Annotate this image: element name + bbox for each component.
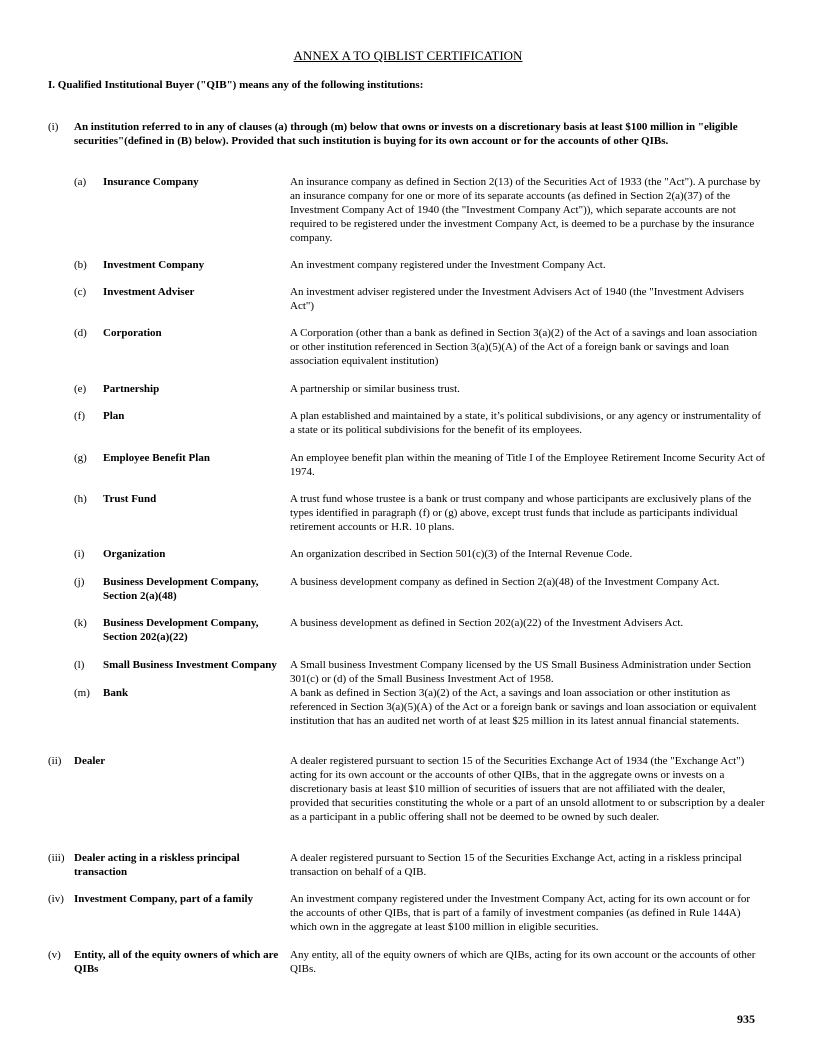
category-number: (ii) (48, 755, 62, 767)
page-title: ANNEX A TO QIBLIST CERTIFICATION (293, 48, 523, 63)
item-i-number: (i) (48, 121, 59, 133)
clause-definition: A bank as defined in Section 3(a)(2) of the Act, a savings and loan association or other institution as referenced in Section 3(a)(5)(A) of the Act or a foreign bank or savings and loan association or equivalent institution that has an audited net worth of at least $25 million in its latest annual financial statements. (290, 687, 757, 727)
clause-label: (d) (74, 327, 87, 339)
clause-label: (a) (74, 176, 87, 188)
category-term: Dealer (74, 755, 106, 767)
clause-definition: A Corporation (other than a bank as defined in Section 3(a)(2) of the Act of a savings and loan association or other institution referenced in Section 3(a)(5)(A) of the Act of a foreign bank or savings and loan association equivalent institution) (290, 327, 758, 367)
clause-label: (m) (74, 687, 90, 699)
clause-definition: An investment adviser registered under the Investment Advisers Act of 1940 (the "Investment Advisers Act") (290, 286, 744, 312)
clause-definition: An investment company registered under the Investment Company Act. (290, 259, 606, 271)
clause-label: (b) (74, 259, 87, 271)
clause-definition: A business development company as defined in Section 2(a)(48) of the Investment Company Act. (290, 576, 720, 588)
clause-term: Investment Adviser (103, 286, 195, 298)
clause-term: Plan (103, 410, 125, 422)
clause-term: Business Development Company, Section 2(a)(48) (103, 576, 259, 602)
clause-definition: An employee benefit plan within the meaning of Title I of the Employee Retirement Income Security Act of 1974. (290, 452, 766, 478)
clause-label: (l) (74, 659, 85, 671)
clause-term: Trust Fund (103, 493, 157, 505)
clause-term: Corporation (103, 327, 162, 339)
clause-term: Organization (103, 548, 166, 560)
category-definition: Any entity, all of the equity owners of which are QIBs, acting for its own account or the accounts of other QIBs. (290, 949, 756, 975)
clause-label: (c) (74, 286, 87, 298)
clause-definition: A partnership or similar business trust. (290, 383, 460, 395)
category-term: Entity, all of the equity owners of which are QIBs (74, 949, 279, 975)
clause-definition: A Small business Investment Company licensed by the US Small Business Administration under Section 301(c) or (d) of the Small Business Investment Act of 1958. (290, 659, 752, 685)
clause-label: (i) (74, 548, 85, 560)
category-term: Investment Company, part of a family (74, 893, 254, 905)
category-number: (iii) (48, 852, 65, 864)
clause-term: Insurance Company (103, 176, 199, 188)
clause-term: Business Development Company, Section 202(a)(22) (103, 617, 259, 643)
page-number: 935 (737, 1012, 755, 1026)
category-definition: A dealer registered pursuant to section 15 of the Securities Exchange Act of 1934 (the "Exchange Act") acting for its own account or the accounts of other QIBs, that in the aggregate owns or invests on a discretionary basis at least $10 million of securities of issuers that are not affiliated with the dealer, provided that securities constituting the whole or a part of an unsold allotment to or subscription by a dealer as a participant in a public offering shall not be deemed to be owned by such dealer. (290, 755, 765, 823)
category-definition: An investment company registered under the Investment Company Act, acting for its own account or for the accounts of other QIBs, that is part of a family of investment companies (as defined in Rule 144A) which own in the aggregate at least $100 million in eligible securities. (290, 893, 751, 933)
clause-term: Partnership (103, 383, 160, 395)
clause-label: (e) (74, 383, 87, 395)
clause-term: Bank (103, 687, 129, 699)
category-number: (iv) (48, 893, 64, 905)
clause-term: Investment Company (103, 259, 205, 271)
category-definition: A dealer registered pursuant to Section 15 of the Securities Exchange Act, acting in a riskless principal transaction on behalf of a QIB. (290, 852, 742, 878)
clause-label: (f) (74, 410, 85, 422)
clause-term: Employee Benefit Plan (103, 452, 210, 464)
clause-definition: A plan established and maintained by a state, it’s political subdivisions, or any agency or instrumentality of a state or its political subdivisions for the benefit of its employees. (290, 410, 762, 436)
clause-label: (k) (74, 617, 87, 629)
section-heading: I. Qualified Institutional Buyer ("QIB") means any of the following institutions: (48, 79, 424, 91)
clause-term: Small Business Investment Company (103, 659, 277, 671)
category-term: Dealer acting in a riskless principal transaction (74, 852, 240, 878)
clause-definition: A trust fund whose trustee is a bank or trust company and whose participants are exclusively plans of the types identified in paragraph (f) or (g) above, except trust funds that include as participants individual retirement accounts or H.R. 10 plans. (290, 493, 752, 533)
clause-definition: A business development as defined in Section 202(a)(22) of the Investment Advisers Act. (290, 617, 684, 629)
clause-definition: An organization described in Section 501(c)(3) of the Internal Revenue Code. (290, 548, 633, 560)
category-number: (v) (48, 949, 61, 961)
clause-label: (j) (74, 576, 85, 588)
clause-label: (h) (74, 493, 87, 505)
item-i-text: An institution referred to in any of clauses (a) through (m) below that owns or invests on a discretionary basis at least $100 million in "eligible securities"(defined in (B) below). Provided that such institution is buying for its own account or for the accounts of other QIBs. (74, 121, 738, 147)
clause-definition: An insurance company as defined in Section 2(13) of the Securities Act of 1933 (the "Act"). A purchase by an insurance company for one or more of its separate accounts (as defined in Section 2(a)(37) of the Investment Company Act of 1940 (the "Investment Company Act")), which separate accounts are not required to be registered under the investment Company Act, is deemed to be a purchase by the insurance company. (290, 176, 761, 244)
clause-label: (g) (74, 452, 87, 464)
